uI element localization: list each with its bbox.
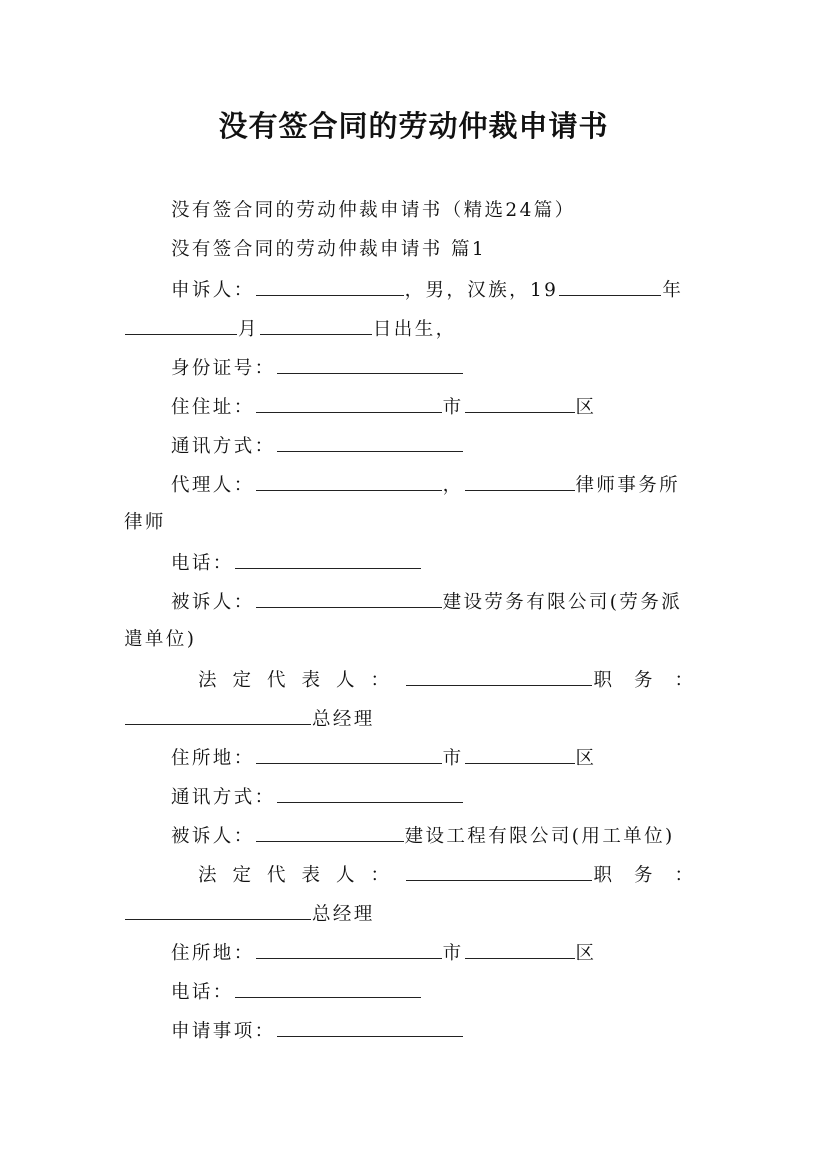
contact-label: 通讯方式： <box>171 436 276 457</box>
residence-label: 住所地： <box>171 943 255 964</box>
legal-rep-blank[interactable] <box>406 861 592 881</box>
birth-line <box>124 315 715 343</box>
residence-line-2 <box>124 939 715 967</box>
city-label: 市 <box>442 748 464 769</box>
respondent-label: 被诉人： <box>171 592 255 613</box>
contact-blank[interactable] <box>277 432 463 452</box>
legal-rep-label: 法定代表人： <box>198 865 406 886</box>
appellant-label: 申诉人： <box>171 280 255 301</box>
legal-rep-blank[interactable] <box>406 666 592 686</box>
residence-blank[interactable] <box>256 744 442 764</box>
birth-year-blank[interactable] <box>559 276 661 296</box>
city-blank[interactable] <box>465 939 575 959</box>
respondent2-blank[interactable] <box>256 822 404 842</box>
respondent1-company: 建设劳务有限公司(劳务派 <box>442 592 683 613</box>
general-manager-label: 总经理 <box>312 709 375 730</box>
phone-blank[interactable] <box>235 978 421 998</box>
appellant-name-blank[interactable] <box>256 276 404 296</box>
city-blank[interactable] <box>465 744 575 764</box>
general-manager-label: 总经理 <box>312 904 375 925</box>
address-blank[interactable] <box>256 393 442 413</box>
legal-rep-label: 法定代表人： <box>198 670 406 691</box>
legal-rep-row-2 <box>198 861 715 889</box>
year-label: 年 <box>662 280 684 301</box>
phone-line-1 <box>124 549 715 577</box>
respondent2-company: 建设工程有限公司(用工单位) <box>404 826 675 847</box>
month-label: 月 <box>238 319 259 340</box>
comma: ， <box>442 475 464 496</box>
document-title: 没有签合同的劳动仲裁申请书 <box>218 109 609 143</box>
residence-label: 住所地： <box>171 748 255 769</box>
birth-day-blank[interactable] <box>260 315 372 335</box>
request-line <box>124 1017 715 1045</box>
district-label: 区 <box>575 748 597 769</box>
city-label: 市 <box>442 397 464 418</box>
lawyer-label: 律师 <box>124 512 166 533</box>
respondent1-blank[interactable] <box>256 588 442 608</box>
day-birth-label: 日出生， <box>372 319 457 340</box>
position-blank[interactable] <box>125 900 311 920</box>
address-line <box>124 393 715 421</box>
phone-blank[interactable] <box>235 549 421 569</box>
district-label: 区 <box>575 397 597 418</box>
id-label: 身份证号： <box>171 358 276 379</box>
residence-blank[interactable] <box>256 939 442 959</box>
appellant-gender-ethnic: ，男，汉族，19 <box>404 280 559 301</box>
phone-label: 电话： <box>171 553 234 574</box>
section-heading-text: 没有签合同的劳动仲裁申请书 篇1 <box>171 239 487 260</box>
id-line <box>124 354 715 382</box>
position-blank[interactable] <box>125 705 311 725</box>
position-label: 职务： <box>593 865 715 886</box>
contact-line-2 <box>124 783 715 811</box>
respondent-label: 被诉人： <box>171 826 255 847</box>
district-label: 区 <box>575 943 597 964</box>
legal-rep-line-2 <box>198 861 715 889</box>
subtitle-text: 没有签合同的劳动仲裁申请书（精选24篇） <box>171 200 576 221</box>
request-blank[interactable] <box>277 1017 463 1037</box>
position-label: 职务： <box>593 670 715 691</box>
request-label: 申请事项： <box>171 1021 276 1042</box>
id-number-blank[interactable] <box>277 354 463 374</box>
lawyer-line <box>124 510 715 536</box>
respondent1-role-line <box>124 627 715 653</box>
birth-month-blank[interactable] <box>125 315 237 335</box>
position-line-1 <box>124 705 715 733</box>
respondent1-line <box>124 588 715 616</box>
section-heading <box>124 237 715 263</box>
appellant-line <box>124 276 715 304</box>
law-firm-blank[interactable] <box>465 471 575 491</box>
phone-line-2 <box>124 978 715 1006</box>
agent-name-blank[interactable] <box>256 471 442 491</box>
respondent2-line <box>124 822 715 850</box>
phone-label: 电话： <box>171 982 234 1003</box>
contact-label: 通讯方式： <box>171 787 276 808</box>
city-blank[interactable] <box>465 393 575 413</box>
respondent1-role: 遣单位) <box>124 629 197 650</box>
law-firm-label: 律师事务所 <box>575 475 681 496</box>
agent-line <box>124 471 715 499</box>
contact-blank[interactable] <box>277 783 463 803</box>
address-label: 住住址： <box>171 397 255 418</box>
residence-line-1 <box>124 744 715 772</box>
position-line-2 <box>124 900 715 928</box>
contact-line <box>124 432 715 460</box>
agent-label: 代理人： <box>171 475 255 496</box>
legal-rep-line-1 <box>198 666 715 694</box>
legal-rep-row-1 <box>198 666 715 694</box>
city-label: 市 <box>442 943 464 964</box>
subtitle-line <box>124 198 715 224</box>
